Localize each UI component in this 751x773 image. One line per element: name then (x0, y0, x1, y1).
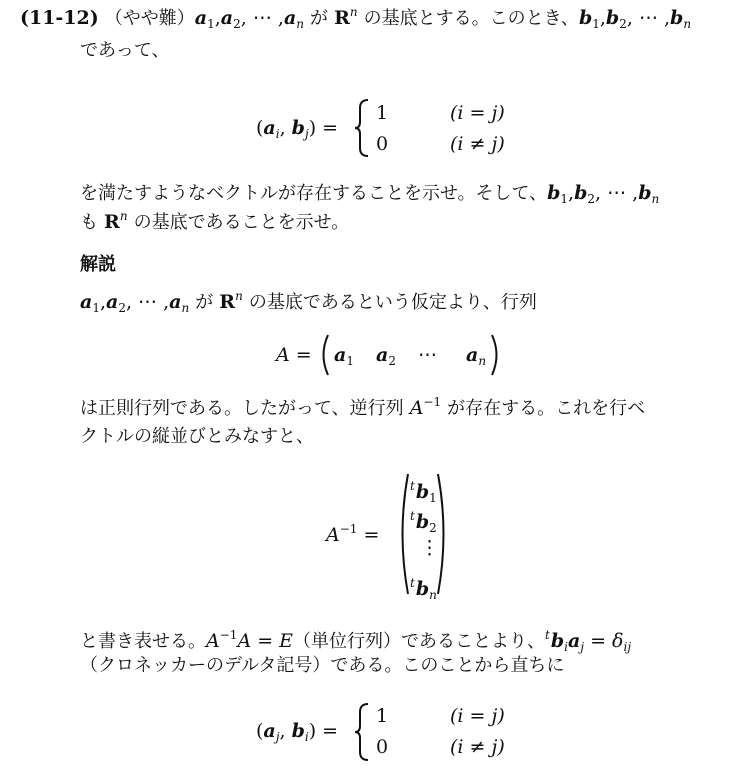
cond2-case1-value: 1 (376, 705, 389, 727)
problem-line-3: を満たすようなベクトルが存在することを示せ。そして、$b_1,b_2$, ⋯ $,b_n$ (80, 182, 660, 206)
matrix-A-entry-1: $a_1$ (334, 344, 354, 368)
matrix-Ainv-left-paren (396, 472, 410, 596)
problem-number: (11-12) (20, 7, 99, 29)
cond2-case2-value: 0 (376, 736, 389, 758)
matrix-A-lhs: A = (276, 344, 312, 366)
solution-line-2: は正則行列である。したがって、逆行列 $A^{-1}$ が存在する。これを行ベ (80, 395, 646, 419)
cond1-case2-value: 0 (376, 133, 389, 155)
difficulty-label: （やや難） (104, 8, 195, 29)
cond1-brace (354, 98, 374, 158)
matrix-Ainv-row-dots: ⋮ (420, 537, 439, 559)
problem-line-2: であって、 (80, 40, 170, 61)
solution-line-5: （クロネッカーのデルタ記号）である。このことから直ちに (80, 655, 565, 676)
matrix-A-left-paren (318, 333, 330, 377)
solution-line-1: $a_1,a_2$, ⋯ $,a_n$ が $R^n$ の基底であるという仮定より、行列 (80, 289, 537, 315)
matrix-A-entry-2: $a_2$ (376, 344, 396, 368)
problem-line-4: も $R^n$ の基底であることを示せ。 (80, 209, 350, 233)
matrix-Ainv-row-1: $^tb_1$ (410, 479, 437, 505)
cond1-case2-condition: (i ≠ j) (450, 133, 505, 155)
matrix-Ainv-right-paren (436, 472, 450, 596)
matrix-A-entry-n: $a_n$ (466, 344, 487, 368)
solution-line-3: クトルの縦並びとみなすと、 (80, 426, 314, 447)
cond1-lhs: ($a_i$, $b_j$) = (256, 117, 339, 141)
matrix-Ainv-row-2: $^tb_2$ (410, 509, 437, 535)
problem-line-1: (11-12) （やや難）$a_1,a_2$, ⋯ $,a_n$ が $R^n$ の基底とする。このとき、$b_1,b_2$, ⋯ $,b_n$ (20, 5, 692, 31)
cond2-lhs: ($a_j$, $b_i$) = (256, 720, 339, 744)
cond1-case1-value: 1 (376, 102, 389, 124)
matrix-A-right-paren (490, 333, 502, 377)
matrix-Ainv-lhs: $A^{-1}$ = (326, 522, 380, 546)
cond1-case1-condition: (i = j) (450, 102, 505, 124)
cond2-case2-condition: (i ≠ j) (450, 736, 505, 758)
solution-line-4: と書き表せる。$A^{-1}A = E$（単位行列）であることより、$^tb_ia_j = \delta_{ij}$ (80, 628, 632, 654)
matrix-A-entry-dots: ⋯ (418, 344, 437, 366)
cond2-brace (354, 702, 374, 762)
solution-heading: 解説 (80, 254, 116, 275)
matrix-Ainv-row-n: $^tb_n$ (410, 576, 437, 602)
cond2-case1-condition: (i = j) (450, 705, 505, 727)
